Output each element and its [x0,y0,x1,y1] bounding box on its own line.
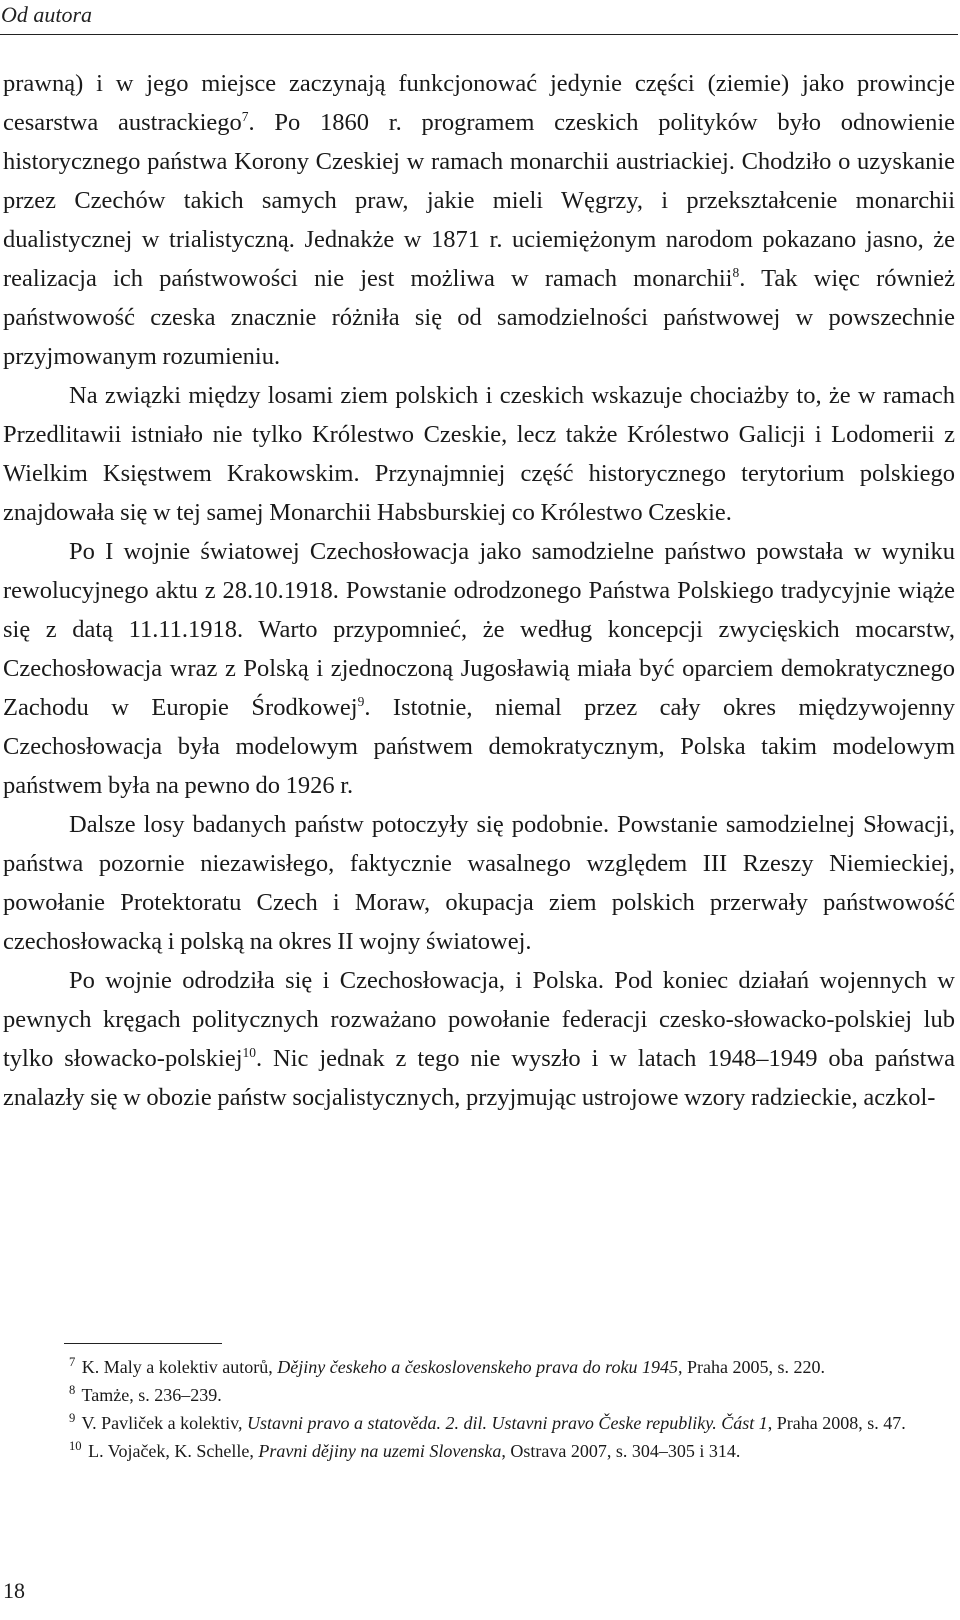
footnote-ref-10[interactable]: 10 [242,1044,257,1060]
footnote-number: 8 [69,1383,76,1397]
running-header-title: Od autora [1,2,93,27]
footnote-8: $^8$ Tamże, s. 236–239. [69,1383,222,1405]
footnote-title: Pravni dějiny na uzemi Slovenska [258,1441,502,1461]
footnote-ref-9[interactable]: 9 [357,693,365,709]
paragraph-2: Na związki między losami ziem polskich i czeskich wskazuje chociażby to, że w ramach Przedlitawii istniało nie tylko Królestwo Czeskie, lecz także Królestwo Galicji i Lodomerii z Wielkim Księstwem Krakowskim. Przynajmniej część historycznego terytorium polskiego znajdowała się w tej samej Monarchii Habsburskiej co Królestwo Czeskie. [3,382,955,526]
page-number: 18 [3,1578,25,1603]
running-header [0,0,958,35]
footnote-number: 7 [69,1355,76,1369]
paragraph-3: Po I wojnie światowej Czechosłowacja jako samodzielne państwo powstała w wyniku rewolucyjnego aktu z 28.10.1918. Powstanie odrodzonego Państwa Polskiego tradycyjnie wiąże się z datą 11.11.1918. Warto przypomnieć, że według koncepcji zwycięskich mocarstw, Czechosłowacja wraz z Polską i zjednoczoną Jugosławią miała być oparciem demokratycznego Zachodu w Europie Środkowej$^9$. Istotnie, niemal przez cały okres międzywojenny Czechosłowacja była modelowym państwem demokratycznym, Polska takim modelowym państwem była na pewno do 1926 r. [3,538,955,799]
footnote-ref-8[interactable]: 8 [732,264,740,280]
paragraph-5: Po wojnie odrodziła się i Czechosłowacja, i Polska. Pod koniec działań wojennych w pewnych kręgach politycznych rozważano powołanie federacji czesko-słowacko-polskiej lub tylko słowacko-polskiej$^{10}$. Nic jednak z tego nie wyszło i w latach 1948–1949 oba państwa znalazły się w obozie państw socjalistycznych, przyjmując ustrojowe wzory radzieckie, aczkol- [3,967,955,1111]
footnote-title: Ustavni pravo a statověda. 2. dil. Ustavni pravo Česke republiky. Část 1 [246,1413,768,1433]
footnote-number: 9 [69,1411,76,1425]
footnote-number: 10 [69,1439,82,1453]
paragraph-1: prawną) i w jego miejsce zaczynają funkcjonować jedynie części (ziemie) jako prowincje cesarstwa austrackiego$^7$. Po 1860 r. programem czeskich polityków było odnowienie historycznego państwa Korony Czeskiej w ramach monarchii austriackiej. Chodziło o uzyskanie przez Czechów takich samych praw, jakie mieli Węgrzy, i przekształcenie monarchii dualistycznej w trialistyczną. Jednakże w 1871 r. uciemiężonym narodom pokazano jasno, że realizacja ich państwowości nie jest możliwa w ramach monarchii$^8$. Tak więc również państwowość czeska znacznie różniła się od samodzielności państwowej w powszechnie przyjmowanym rozumieniu. [3,70,956,370]
main-text [3,64,955,1117]
footnote-ref-7[interactable]: 7 [241,108,249,124]
paragraph-4: Dalsze losy badanych państw potoczyły się podobnie. Powstanie samodzielnej Słowacji, państwa pozornie niezawisłego, faktycznie wasalnego względem III Rzeszy Niemieckiej, powołanie Protektoratu Czech i Moraw, okupacja ziem polskich przerwały państwowość czechosłowacką i polską na okres II wojny światowej. [3,811,955,955]
footnote-7: $^7$ K. Maly a kolektiv autorů, Dějiny českeho a československeho prava do roku 1945, Praha 2005, s. 220. [69,1355,825,1377]
footnote-10: $^{10}$ L. Vojaček, K. Schelle, Pravni dějiny na uzemi Slovenska, Ostrava 2007, s. 304–305 i 314. [69,1439,741,1461]
footnote-title: Dějiny českeho a československeho prava do roku 1945 [277,1357,678,1377]
footnote-9: $^9$ V. Pavliček a kolektiv, Ustavni pravo a statověda. 2. dil. Ustavni pravo Česke republiky. Část 1, Praha 2008, s. 47. [69,1411,906,1433]
footnotes [3,1353,953,1465]
footnote-separator [64,1343,222,1344]
